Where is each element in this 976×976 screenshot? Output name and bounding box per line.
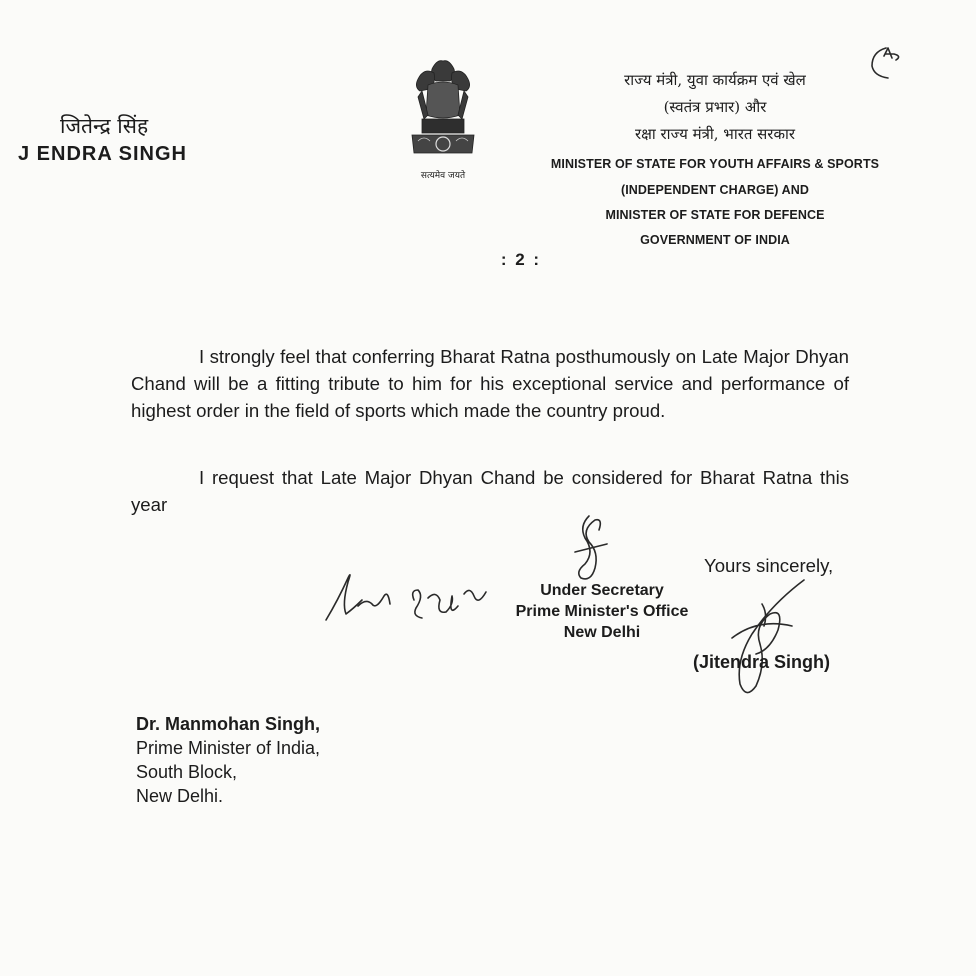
sender-name-english: J ENDRA SINGH [18, 143, 187, 165]
sender-name-hindi: जितेन्द्र सिंह [60, 114, 149, 138]
page-number: : 2 : [500, 250, 540, 269]
designation-english-line: (INDEPENDENT CHARGE) AND [620, 183, 810, 197]
recipient-name: Dr. Manmohan Singh, [136, 714, 321, 734]
closing-salutation: Yours sincerely, [704, 555, 834, 576]
emblem-motto: सत्यमेव जयते [420, 171, 466, 181]
body-paragraph: I strongly feel that conferring Bharat Ratna posthumously on Late Major Dhyan Chand will be a fitting tribute to him for his exceptional service and performance of highest order in the field of sports which made the country proud. [131, 346, 849, 421]
pmo-stamp-line: New Delhi [563, 624, 641, 641]
body-paragraph: I request that Late Major Dhyan Chand be considered for Bharat Ratna this year [131, 467, 849, 515]
pmo-stamp-line: Prime Minister's Office [515, 603, 689, 620]
recipient-address-line: South Block, [136, 762, 238, 782]
sender-typed-name: (Jitendra Singh) [693, 652, 831, 672]
handwritten-note-signature [318, 560, 496, 628]
designation-english-line: MINISTER OF STATE FOR DEFENCE [605, 208, 825, 222]
designation-english-line: MINISTER OF STATE FOR YOUTH AFFAIRS & SPORTS [550, 157, 880, 171]
designation-english-line: GOVERNMENT OF INDIA [640, 233, 790, 247]
handwritten-initials-mark [866, 42, 906, 84]
recipient-address-line: New Delhi. [136, 786, 224, 806]
designation-hindi-line: रक्षा राज्य मंत्री, भारत सरकार [635, 125, 795, 143]
recipient-address-line: Prime Minister of India, [136, 738, 321, 758]
pmo-stamp-line: Under Secretary [540, 582, 664, 599]
pmo-initials-signature [565, 512, 615, 584]
designation-hindi-line: (स्वतंत्र प्रभार) और [663, 98, 767, 116]
sender-signature [712, 574, 812, 704]
designation-hindi-line: राज्य मंत्री, युवा कार्यक्रम एवं खेल [624, 71, 806, 89]
